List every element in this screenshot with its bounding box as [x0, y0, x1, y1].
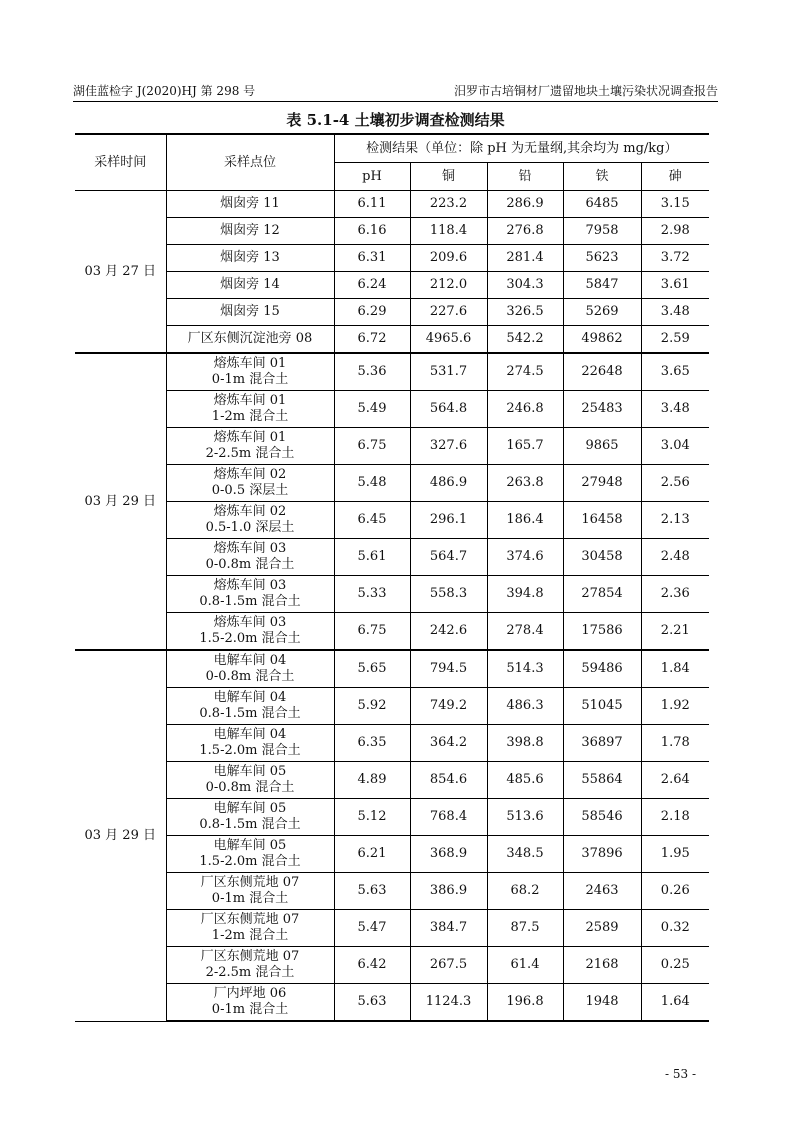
value-cu: 364.2 — [410, 725, 487, 762]
table-row — [75, 762, 709, 799]
value-cu: 118.4 — [410, 218, 487, 245]
site-name: 熔炼车间 01 — [213, 393, 287, 408]
value-cu: 327.6 — [410, 428, 487, 465]
table-row — [75, 725, 709, 762]
table-row — [75, 428, 709, 465]
value-ph: 6.75 — [334, 613, 410, 651]
value-as: 2.48 — [641, 539, 709, 576]
value-cu: 4965.6 — [410, 326, 487, 354]
sampling-site — [166, 836, 334, 873]
value-as: 1.64 — [641, 984, 709, 1022]
table-body — [75, 191, 709, 1022]
value-as: 2.98 — [641, 218, 709, 245]
value-ph: 5.63 — [334, 984, 410, 1022]
value-ph: 5.49 — [334, 391, 410, 428]
value-ph: 5.63 — [334, 873, 410, 910]
sampling-date: 03 月 29 日 — [75, 353, 166, 650]
value-as: 0.25 — [641, 947, 709, 984]
value-as: 3.65 — [641, 353, 709, 391]
site-name: 烟囱旁 11 — [220, 196, 280, 211]
sampling-site — [166, 299, 334, 326]
value-fe: 5269 — [563, 299, 641, 326]
value-pb: 87.5 — [487, 910, 563, 947]
value-as: 0.32 — [641, 910, 709, 947]
site-name: 厂区东侧荒地 07 — [200, 912, 300, 927]
site-depth: 0-1m 混合土 — [211, 372, 289, 387]
sampling-site — [166, 873, 334, 910]
site-name: 烟囱旁 13 — [220, 250, 280, 265]
value-fe: 5847 — [563, 272, 641, 299]
value-pb: 196.8 — [487, 984, 563, 1022]
value-cu: 223.2 — [410, 191, 487, 218]
table-row — [75, 326, 709, 354]
page-number: - 53 - — [665, 1067, 697, 1081]
value-fe: 27948 — [563, 465, 641, 502]
value-as: 1.92 — [641, 688, 709, 725]
value-as: 3.48 — [641, 391, 709, 428]
value-fe: 5623 — [563, 245, 641, 272]
table-row — [75, 391, 709, 428]
sampling-site — [166, 910, 334, 947]
value-fe: 25483 — [563, 391, 641, 428]
sampling-site — [166, 984, 334, 1022]
site-name: 电解车间 04 — [213, 690, 287, 705]
value-ph: 5.65 — [334, 650, 410, 688]
value-fe: 37896 — [563, 836, 641, 873]
value-pb: 485.6 — [487, 762, 563, 799]
value-pb: 542.2 — [487, 326, 563, 354]
site-depth: 1.5-2.0m 混合土 — [199, 743, 301, 758]
col-header-site: 采样点位 — [166, 134, 334, 191]
table-row — [75, 688, 709, 725]
value-ph: 6.21 — [334, 836, 410, 873]
value-fe: 17586 — [563, 613, 641, 651]
value-as: 3.15 — [641, 191, 709, 218]
col-header-date: 采样时间 — [75, 134, 166, 191]
site-depth: 0-0.8m 混合土 — [205, 557, 295, 572]
value-cu: 267.5 — [410, 947, 487, 984]
table-row — [75, 465, 709, 502]
site-depth: 0-1m 混合土 — [211, 891, 289, 906]
value-ph: 6.11 — [334, 191, 410, 218]
value-cu: 384.7 — [410, 910, 487, 947]
value-cu: 794.5 — [410, 650, 487, 688]
sampling-site — [166, 688, 334, 725]
sampling-site — [166, 576, 334, 613]
site-name: 熔炼车间 01 — [213, 356, 287, 371]
site-name: 厂内坪地 06 — [213, 986, 287, 1001]
table-row — [75, 873, 709, 910]
sampling-date: 03 月 27 日 — [75, 191, 166, 354]
value-ph: 6.24 — [334, 272, 410, 299]
col-header-cu: 铜 — [410, 163, 487, 191]
site-depth: 0.5-1.0 深层土 — [205, 520, 295, 535]
value-fe: 36897 — [563, 725, 641, 762]
value-ph: 6.42 — [334, 947, 410, 984]
site-depth: 0.8-1.5m 混合土 — [199, 594, 301, 609]
value-pb: 186.4 — [487, 502, 563, 539]
value-pb: 513.6 — [487, 799, 563, 836]
site-name: 熔炼车间 01 — [213, 430, 287, 445]
value-as: 2.59 — [641, 326, 709, 354]
table-row — [75, 799, 709, 836]
value-pb: 394.8 — [487, 576, 563, 613]
value-cu: 531.7 — [410, 353, 487, 391]
col-header-ph: pH — [334, 163, 410, 191]
sampling-site — [166, 650, 334, 688]
site-depth: 0.8-1.5m 混合土 — [199, 817, 301, 832]
value-ph: 6.16 — [334, 218, 410, 245]
value-cu: 212.0 — [410, 272, 487, 299]
site-name: 电解车间 04 — [213, 727, 287, 742]
site-depth: 1.5-2.0m 混合土 — [199, 854, 301, 869]
value-cu: 296.1 — [410, 502, 487, 539]
value-fe: 51045 — [563, 688, 641, 725]
value-as: 1.78 — [641, 725, 709, 762]
value-fe: 9865 — [563, 428, 641, 465]
value-as: 1.95 — [641, 836, 709, 873]
value-ph: 6.45 — [334, 502, 410, 539]
sampling-site — [166, 539, 334, 576]
value-ph: 5.61 — [334, 539, 410, 576]
site-depth: 1-2m 混合土 — [211, 928, 289, 943]
value-pb: 278.4 — [487, 613, 563, 651]
value-cu: 564.7 — [410, 539, 487, 576]
value-ph: 6.35 — [334, 725, 410, 762]
value-pb: 165.7 — [487, 428, 563, 465]
value-pb: 263.8 — [487, 465, 563, 502]
value-as: 2.64 — [641, 762, 709, 799]
sampling-site — [166, 502, 334, 539]
site-name: 熔炼车间 02 — [213, 504, 287, 519]
value-ph: 6.75 — [334, 428, 410, 465]
site-depth: 0.8-1.5m 混合土 — [199, 706, 301, 721]
value-as: 0.26 — [641, 873, 709, 910]
value-pb: 286.9 — [487, 191, 563, 218]
value-as: 2.56 — [641, 465, 709, 502]
value-ph: 5.48 — [334, 465, 410, 502]
value-fe: 30458 — [563, 539, 641, 576]
site-name: 厂区东侧荒地 07 — [200, 949, 300, 964]
site-depth: 2-2.5m 混合土 — [205, 965, 295, 980]
value-fe: 49862 — [563, 326, 641, 354]
value-pb: 61.4 — [487, 947, 563, 984]
value-ph: 4.89 — [334, 762, 410, 799]
table-row — [75, 576, 709, 613]
site-name: 烟囱旁 12 — [220, 223, 280, 238]
value-ph: 5.47 — [334, 910, 410, 947]
value-cu: 386.9 — [410, 873, 487, 910]
soil-results-table — [75, 133, 709, 1022]
value-fe: 59486 — [563, 650, 641, 688]
value-pb: 398.8 — [487, 725, 563, 762]
table-row — [75, 272, 709, 299]
table-row — [75, 539, 709, 576]
value-ph: 5.92 — [334, 688, 410, 725]
sampling-site — [166, 191, 334, 218]
site-depth: 1.5-2.0m 混合土 — [199, 631, 301, 646]
site-depth: 0-0.8m 混合土 — [205, 669, 295, 684]
table-row — [75, 218, 709, 245]
sampling-site — [166, 218, 334, 245]
running-header — [73, 83, 718, 102]
site-name: 熔炼车间 03 — [213, 578, 287, 593]
table-row — [75, 984, 709, 1022]
value-cu: 768.4 — [410, 799, 487, 836]
table-row — [75, 650, 709, 688]
site-name: 烟囱旁 15 — [220, 304, 280, 319]
site-name: 烟囱旁 14 — [220, 277, 280, 292]
value-pb: 304.3 — [487, 272, 563, 299]
site-name: 熔炼车间 03 — [213, 615, 287, 630]
table-row — [75, 353, 709, 391]
sampling-site — [166, 428, 334, 465]
table-row — [75, 910, 709, 947]
table-title: 表 5.1-4 土壤初步调查检测结果 — [286, 111, 505, 129]
value-as: 2.21 — [641, 613, 709, 651]
value-ph: 6.72 — [334, 326, 410, 354]
sampling-site — [166, 245, 334, 272]
value-pb: 326.5 — [487, 299, 563, 326]
value-cu: 854.6 — [410, 762, 487, 799]
value-as: 2.18 — [641, 799, 709, 836]
value-fe: 16458 — [563, 502, 641, 539]
header-row-1 — [75, 134, 709, 163]
table-row — [75, 299, 709, 326]
value-cu: 227.6 — [410, 299, 487, 326]
value-as: 3.04 — [641, 428, 709, 465]
value-ph: 5.12 — [334, 799, 410, 836]
sampling-site — [166, 947, 334, 984]
site-name: 电解车间 05 — [213, 838, 287, 853]
site-name: 厂区东侧沉淀池旁 08 — [187, 331, 313, 346]
sampling-site — [166, 391, 334, 428]
value-cu: 564.8 — [410, 391, 487, 428]
value-fe: 1948 — [563, 984, 641, 1022]
value-ph: 5.36 — [334, 353, 410, 391]
value-cu: 209.6 — [410, 245, 487, 272]
value-pb: 348.5 — [487, 836, 563, 873]
value-cu: 558.3 — [410, 576, 487, 613]
value-as: 2.36 — [641, 576, 709, 613]
value-cu: 486.9 — [410, 465, 487, 502]
sampling-site — [166, 613, 334, 651]
report-number: 湖佳蓝检字 J(2020)HJ 第 298 号 — [73, 84, 256, 98]
table-row — [75, 245, 709, 272]
value-ph: 6.31 — [334, 245, 410, 272]
table-row — [75, 191, 709, 218]
sampling-date: 03 月 29 日 — [75, 650, 166, 1021]
value-pb: 276.8 — [487, 218, 563, 245]
value-as: 1.84 — [641, 650, 709, 688]
sampling-site — [166, 799, 334, 836]
value-pb: 514.3 — [487, 650, 563, 688]
site-depth: 1-2m 混合土 — [211, 409, 289, 424]
site-depth: 0-0.5 深层土 — [211, 483, 289, 498]
value-as: 3.72 — [641, 245, 709, 272]
value-pb: 68.2 — [487, 873, 563, 910]
value-cu: 242.6 — [410, 613, 487, 651]
col-header-fe: 铁 — [563, 163, 641, 191]
site-name: 电解车间 05 — [213, 764, 287, 779]
value-fe: 58546 — [563, 799, 641, 836]
value-fe: 2463 — [563, 873, 641, 910]
site-depth: 0-1m 混合土 — [211, 1002, 289, 1017]
value-as: 2.13 — [641, 502, 709, 539]
site-name: 厂区东侧荒地 07 — [200, 875, 300, 890]
value-pb: 281.4 — [487, 245, 563, 272]
col-header-as: 砷 — [641, 163, 709, 191]
value-fe: 7958 — [563, 218, 641, 245]
value-fe: 6485 — [563, 191, 641, 218]
sampling-site — [166, 326, 334, 354]
value-as: 3.48 — [641, 299, 709, 326]
value-pb: 374.6 — [487, 539, 563, 576]
value-pb: 274.5 — [487, 353, 563, 391]
table-row — [75, 947, 709, 984]
value-ph: 5.33 — [334, 576, 410, 613]
site-name: 电解车间 05 — [213, 801, 287, 816]
report-title: 汨罗市古培铜材厂遗留地块土壤污染状况调查报告 — [453, 84, 718, 98]
site-depth: 2-2.5m 混合土 — [205, 446, 295, 461]
col-header-results: 检测结果（单位：除 pH 为无量纲,其余均为 mg/kg） — [334, 134, 709, 163]
table-row — [75, 502, 709, 539]
value-cu: 368.9 — [410, 836, 487, 873]
value-fe: 22648 — [563, 353, 641, 391]
value-fe: 2168 — [563, 947, 641, 984]
sampling-site — [166, 725, 334, 762]
value-fe: 2589 — [563, 910, 641, 947]
table-row — [75, 613, 709, 651]
site-depth: 0-0.8m 混合土 — [205, 780, 295, 795]
sampling-site — [166, 762, 334, 799]
table-row — [75, 836, 709, 873]
value-fe: 55864 — [563, 762, 641, 799]
site-name: 电解车间 04 — [213, 653, 287, 668]
col-header-pb: 铅 — [487, 163, 563, 191]
sampling-site — [166, 272, 334, 299]
value-cu: 749.2 — [410, 688, 487, 725]
value-cu: 1124.3 — [410, 984, 487, 1022]
value-as: 3.61 — [641, 272, 709, 299]
value-ph: 6.29 — [334, 299, 410, 326]
value-pb: 486.3 — [487, 688, 563, 725]
sampling-site — [166, 353, 334, 391]
value-fe: 27854 — [563, 576, 641, 613]
value-pb: 246.8 — [487, 391, 563, 428]
site-name: 熔炼车间 02 — [213, 467, 287, 482]
site-name: 熔炼车间 03 — [213, 541, 287, 556]
sampling-site — [166, 465, 334, 502]
